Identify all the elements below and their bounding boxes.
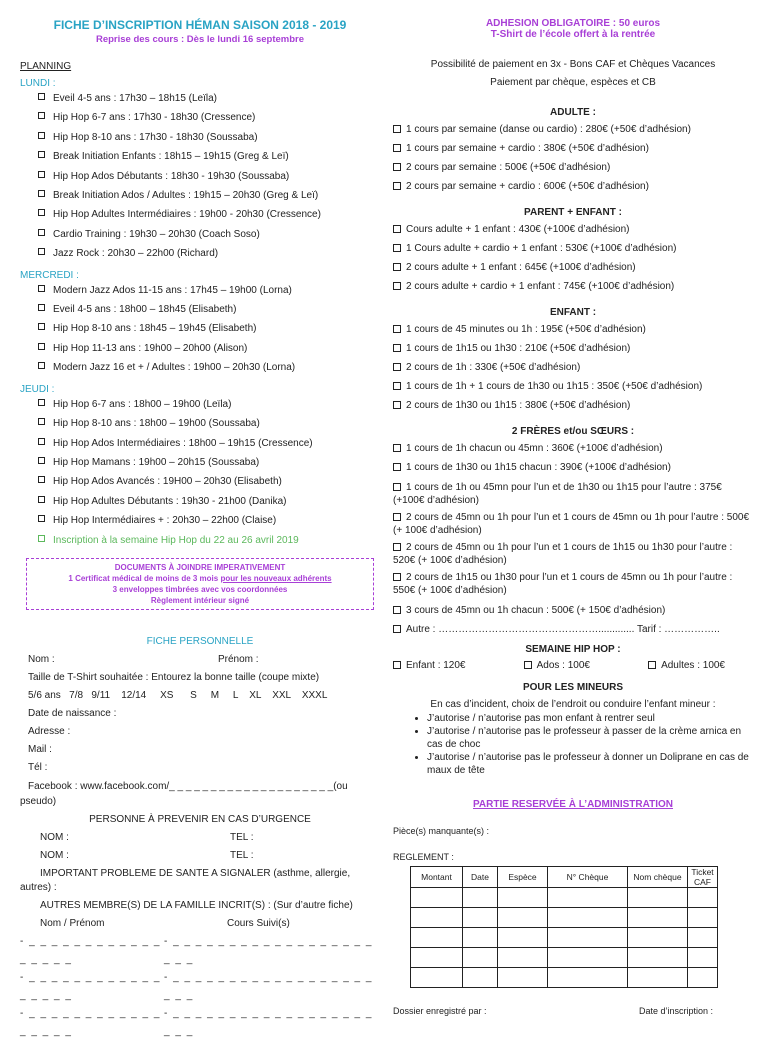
checkbox-icon[interactable] [648, 661, 656, 669]
hiphop-enfant-option[interactable] [393, 657, 466, 675]
family-header-row [40, 915, 380, 933]
family-name-blank-1[interactable]: - _ _ _ _ _ _ _ _ _ _ _ _ _ _ _ _ _ [20, 935, 161, 965]
urgence-heading: PERSONNE À PREVENIR EN CAS D’URGENCE [89, 813, 311, 825]
table-cell[interactable] [463, 908, 498, 928]
sante-field[interactable]: IMPORTANT PROBLEME DE SANTE A SIGNALER (asthme, allergie, autres) : [20, 867, 351, 893]
adulte-options [393, 120, 753, 196]
parent-enfant-heading: PARENT + ENFANT : [524, 207, 622, 218]
checkbox-icon[interactable] [38, 171, 45, 178]
table-cell[interactable] [498, 948, 548, 968]
course-item[interactable] [38, 434, 380, 453]
facebook-field[interactable]: Facebook : www.facebook.com/_ _ _ _ _ _ _ _ _ _ _ _ _ _ _ _ _ _ _ _(ou pseudo) [20, 780, 348, 807]
hiphop-ados-label: Ados : 100€ [536, 660, 590, 671]
checkbox-icon[interactable] [524, 661, 532, 669]
adhesion-line-2: T-Shirt de l’école offert à la rentrée [490, 29, 656, 40]
parent-option[interactable] [393, 220, 753, 239]
checkbox-icon[interactable] [393, 661, 401, 669]
table-cell[interactable] [411, 968, 463, 988]
course-item[interactable] [38, 414, 380, 433]
parent-option-label: 1 Cours adulte + cardio + 1 enfant : 530€ (+100€ d’adhésion) [406, 243, 677, 254]
checkbox-icon[interactable] [393, 401, 401, 409]
mail-field[interactable]: Mail : [28, 743, 52, 755]
enfant-options [393, 320, 753, 415]
checkbox-icon[interactable] [38, 304, 45, 311]
table-cell[interactable] [688, 908, 718, 928]
table-cell[interactable] [628, 948, 688, 968]
table-cell[interactable] [548, 948, 628, 968]
column-header: Ticket CAF [688, 867, 718, 888]
family-row-2 [20, 969, 380, 1005]
course-item[interactable] [38, 108, 380, 127]
family-name-blank-2[interactable]: - _ _ _ _ _ _ _ _ _ _ _ _ _ _ _ _ _ [20, 971, 161, 1001]
course-label: Hip Hop 8-10 ans : 18h00 – 19h00 (Soussaba) [53, 418, 260, 430]
urgence-nom-2[interactable]: NOM : [40, 849, 69, 861]
checkbox-icon[interactable] [393, 513, 401, 521]
planning-heading: PLANNING [20, 61, 72, 72]
course-label: Break Initiation Ados / Adultes : 19h15 – 20h30 (Greg & Leï) [53, 190, 319, 202]
course-item[interactable] [38, 128, 380, 147]
checkbox-icon[interactable] [393, 344, 401, 352]
checkbox-icon[interactable] [393, 163, 401, 171]
documents-line-3: Règlement intérieur signé [150, 595, 250, 605]
documents-title: DOCUMENTS À JOINDRE IMPERATIVEMENT [114, 562, 286, 572]
documents-line-1 [31, 573, 369, 584]
checkbox-icon[interactable] [393, 573, 401, 581]
mineurs-list [427, 712, 753, 777]
enfant-heading: ENFANT : [549, 307, 597, 318]
course-item[interactable] [38, 225, 380, 244]
table-cell[interactable] [411, 908, 463, 928]
course-label: Eveil 4-5 ans : 18h00 – 18h45 (Elisabeth) [53, 304, 237, 316]
freres-option[interactable] [393, 541, 753, 567]
table-cell[interactable] [498, 888, 548, 908]
jeudi-course-list [38, 395, 380, 550]
checkbox-icon[interactable] [393, 382, 401, 390]
table-cell[interactable] [463, 928, 498, 948]
freres-option-label: 2 cours de 1h15 ou 1h30 pour l’un et 1 cours de 45mn ou 1h pour l’autre : 550€ (+ 100€ d’adhésion) [393, 572, 733, 596]
adulte-option-label: 2 cours par semaine : 500€ (+50€ d’adhésion) [406, 162, 611, 173]
table-cell[interactable] [463, 888, 498, 908]
checkbox-icon[interactable] [393, 363, 401, 371]
adulte-option-label: 1 cours par semaine + cardio : 380€ (+50€ d’adhésion) [406, 143, 649, 154]
course-label: Hip Hop 8-10 ans : 18h45 – 19h45 (Elisabeth) [53, 323, 257, 335]
reglement-table-header [411, 867, 718, 888]
course-item[interactable] [38, 205, 380, 224]
table-row [411, 888, 718, 908]
freres-option-label: 2 cours de 45mn ou 1h pour l’un et 1 cours de 1h15 ou 1h30 pour l’autre : 520€ (+ 100€ d’adhésion) [393, 542, 733, 566]
course-item[interactable] [38, 319, 380, 338]
autre-option[interactable] [393, 620, 753, 639]
checkbox-icon[interactable] [38, 285, 45, 292]
checkbox-icon[interactable] [38, 496, 45, 503]
course-item[interactable] [38, 358, 380, 377]
freres-option-label: 1 cours de 1h chacun ou 45mn : 360€ (+100€ d’adhésion) [406, 443, 663, 454]
family-row-3 [20, 1005, 380, 1041]
hiphop-heading: SEMAINE HIP HOP : [525, 644, 621, 655]
checkbox-icon[interactable] [38, 209, 45, 216]
checkbox-icon[interactable] [38, 535, 45, 542]
course-label: Hip Hop Adultes Intermédiaires : 19h00 - 20h30 (Cressence) [53, 209, 321, 221]
checkbox-icon[interactable] [393, 144, 401, 152]
documents-box [26, 558, 374, 610]
checkbox-icon[interactable] [38, 248, 45, 255]
family-name-blank-3[interactable]: - _ _ _ _ _ _ _ _ _ _ _ _ _ _ _ _ _ [20, 1007, 161, 1037]
course-label: Hip Hop Adultes Débutants : 19h30 - 21h00 (Danika) [53, 495, 287, 507]
freres-options [393, 439, 753, 477]
hiphop-adultes-option[interactable] [648, 657, 725, 675]
course-label: Hip Hop 11-13 ans : 19h00 – 20h00 (Alison) [53, 342, 248, 354]
documents-line-1a: 1 Certificat médical de moins de 3 mois [68, 573, 221, 583]
course-label: Hip Hop Mamans : 19h00 – 20h15 (Soussaba) [53, 456, 260, 468]
family-row-1 [20, 933, 380, 969]
autre-option-label: Autre : …………………………………………............. Tarif : …………….. [406, 624, 720, 635]
urgence-nom-1[interactable]: NOM : [40, 831, 69, 843]
tel-field[interactable]: Tél : [28, 761, 48, 773]
parent-option[interactable] [393, 258, 753, 277]
freres-option-label: 1 cours de 1h ou 45mn pour l’un et de 1h30 ou 1h15 pour l’autre : 375€ (+100€ d’adhésion) [393, 482, 722, 506]
freres-option-label: 1 cours de 1h30 ou 1h15 chacun : 390€ (+100€ d’adhésion) [406, 462, 671, 473]
name-row [28, 651, 380, 669]
checkbox-icon[interactable] [38, 362, 45, 369]
adulte-option[interactable] [393, 177, 753, 196]
checkbox-icon[interactable] [38, 112, 45, 119]
adulte-heading: ADULTE : [550, 107, 596, 118]
fiche-title: FICHE PERSONNELLE [146, 635, 254, 647]
course-label: Jazz Rock : 20h30 – 22h00 (Richard) [53, 248, 219, 260]
table-cell[interactable] [628, 968, 688, 988]
checkbox-icon[interactable] [38, 515, 45, 522]
course-label: Hip Hop 6-7 ans : 18h00 – 19h00 (Leïla) [53, 398, 232, 410]
hiphop-options [393, 657, 753, 675]
table-cell[interactable] [548, 888, 628, 908]
parent-option-label: 2 cours adulte + cardio + 1 enfant : 745€ (+100€ d’adhésion) [406, 281, 675, 292]
date-inscription-label: Date d’inscription : [638, 1006, 713, 1016]
table-cell[interactable] [688, 948, 718, 968]
urgence-tel-2[interactable]: TEL : [230, 849, 254, 861]
enfant-option-label: 2 cours de 1h : 330€ (+50€ d’adhésion) [406, 362, 581, 373]
course-label: Hip Hop Ados Intermédiaires : 18h00 – 19h15 (Cressence) [53, 437, 313, 449]
checkbox-icon[interactable] [393, 606, 401, 614]
column-header: N° Chèque [548, 867, 628, 888]
enfant-option[interactable] [393, 377, 753, 396]
urgence-row-1 [40, 829, 380, 847]
course-label: Hip Hop Ados Débutants : 18h30 - 19h30 (Soussaba) [53, 170, 290, 182]
enfant-option[interactable] [393, 358, 753, 377]
freres-option-last[interactable] [393, 601, 753, 620]
course-label: Break Initiation Enfants : 18h15 – 19h15 (Greg & Leï) [53, 151, 289, 163]
checkbox-icon[interactable] [393, 244, 401, 252]
naissance-field[interactable]: Date de naissance : [28, 707, 117, 719]
checkbox-icon[interactable] [38, 132, 45, 139]
table-row [411, 968, 718, 988]
parent-option[interactable] [393, 277, 753, 296]
table-row [411, 908, 718, 928]
table-row [411, 928, 718, 948]
checkbox-icon[interactable] [38, 229, 45, 236]
enfant-option-label: 1 cours de 1h15 ou 1h30 : 210€ (+50€ d’adhésion) [406, 343, 631, 354]
day-jeudi: JEUDI : [20, 383, 55, 395]
course-label: Modern Jazz 16 et + / Adultes : 19h00 – 20h30 (Lorna) [53, 362, 296, 374]
mineurs-item[interactable]: • J’autorise / n’autorise pas le professeur à passer de la crème arnica en cas de choc [427, 725, 753, 751]
checkbox-icon[interactable] [393, 444, 401, 452]
checkbox-icon[interactable] [38, 93, 45, 100]
course-item[interactable] [38, 167, 380, 186]
checkbox-icon[interactable] [393, 463, 401, 471]
checkbox-icon[interactable] [393, 625, 401, 633]
checkbox-icon[interactable] [393, 325, 401, 333]
mineurs-heading: POUR LES MINEURS [522, 682, 623, 693]
table-cell[interactable] [548, 968, 628, 988]
table-cell[interactable] [411, 948, 463, 968]
freres-option[interactable] [393, 571, 753, 597]
mineurs-item[interactable]: • J’autorise / n’autorise pas mon enfant à rentrer seul [427, 712, 753, 725]
course-label: Hip Hop Intermédiaires + : 20h30 – 22h00 (Claise) [53, 515, 277, 527]
table-cell[interactable] [548, 928, 628, 948]
hiphop-ados-option[interactable] [524, 657, 590, 675]
page-title: FICHE D’INSCRIPTION HÉMAN SAISON 2018 - 2019 [53, 18, 347, 32]
course-item[interactable] [38, 395, 380, 414]
table-cell[interactable] [498, 928, 548, 948]
column-header: Nom chèque [628, 867, 688, 888]
hiphop-enfant-label: Enfant : 120€ [406, 660, 466, 671]
table-cell[interactable] [498, 908, 548, 928]
cours-suivis-label: Cours Suivi(s) [227, 917, 290, 929]
course-item[interactable] [38, 244, 380, 263]
freres-option-label: 2 cours de 45mn ou 1h pour l’un et 1 cours de 45mn ou 1h pour l’autre : 500€ (+ 100€ d’adhésion) [393, 512, 750, 536]
adulte-option-label: 2 cours par semaine + cardio : 600€ (+50€ d’adhésion) [406, 181, 649, 192]
parent-option-label: 2 cours adulte + 1 enfant : 645€ (+100€ d’adhésion) [406, 262, 636, 273]
course-item[interactable] [38, 147, 380, 166]
adulte-option[interactable] [393, 139, 753, 158]
course-item[interactable] [38, 186, 380, 205]
freres-option[interactable] [393, 481, 753, 507]
pieces-manquantes-label: Pièce(s) manquante(s) : [393, 826, 490, 836]
adulte-option[interactable] [393, 158, 753, 177]
tshirt-label: Taille de T-Shirt souhaitée : Entourez la bonne taille (coupe mixte) [28, 671, 320, 683]
payment-line-1: Possibilité de paiement en 3x - Bons CAF et Chèques Vacances [430, 59, 716, 70]
course-label: Eveil 4-5 ans : 17h30 – 18h15 (Leïla) [53, 93, 217, 104]
checkbox-icon[interactable] [393, 483, 401, 491]
course-label: Hip Hop Ados Avancés : 19H00 – 20h30 (Elisabeth) [53, 476, 282, 488]
checkbox-icon[interactable] [393, 225, 401, 233]
reglement-table [410, 866, 718, 988]
left-column [20, 18, 380, 1041]
checkbox-icon[interactable] [38, 457, 45, 464]
reglement-table-body [411, 888, 718, 988]
table-cell[interactable] [688, 968, 718, 988]
lundi-course-list [38, 89, 380, 264]
table-cell[interactable] [411, 928, 463, 948]
family-course-blank-1[interactable]: - _ _ _ _ _ _ _ _ _ _ _ _ _ _ _ _ _ _ _ _ _ [164, 935, 373, 965]
parent-option-label: Cours adulte + 1 enfant : 430€ (+100€ d’adhésion) [406, 224, 630, 235]
table-cell[interactable] [463, 948, 498, 968]
checkbox-icon[interactable] [393, 263, 401, 271]
reglement-label: REGLEMENT : [393, 852, 454, 862]
course-item[interactable] [38, 472, 380, 491]
adulte-option-label: 1 cours par semaine (danse ou cardio) : 280€ (+50€ d’adhésion) [406, 124, 691, 135]
tshirt-sizes[interactable]: 5/6 ans 7/8 9/11 12/14 XS S M L XL XXL XXXL [28, 689, 328, 701]
parent-enfant-options [393, 220, 753, 296]
table-cell[interactable] [498, 968, 548, 988]
checkbox-icon[interactable] [38, 399, 45, 406]
course-label: Hip Hop 6-7 ans : 17h30 - 18h30 (Cressence) [53, 112, 256, 124]
course-item[interactable] [38, 300, 380, 319]
freres-option[interactable] [393, 511, 753, 537]
freres-heading: 2 FRÈRES et/ou SŒURS : [511, 426, 635, 437]
enfant-option[interactable] [393, 320, 753, 339]
checkbox-icon[interactable] [38, 438, 45, 445]
course-item[interactable] [38, 89, 380, 108]
freres-option-last-label: 3 cours de 45mn ou 1h chacun : 500€ (+ 150€ d’adhésion) [406, 605, 666, 616]
enfant-option[interactable] [393, 339, 753, 358]
mineurs-item[interactable]: • J’autorise / n’autorise pas le professeur à donner un Doliprane en cas de maux de tête [427, 751, 753, 777]
nom-prenom-label: Nom / Prénom [40, 917, 105, 929]
family-course-blank-2[interactable]: - _ _ _ _ _ _ _ _ _ _ _ _ _ _ _ _ _ _ _ _ _ [164, 971, 373, 1001]
course-item[interactable] [38, 453, 380, 472]
admin-heading: PARTIE RESERVÉE À L’ADMINISTRATION [472, 799, 674, 810]
checkbox-icon[interactable] [393, 182, 401, 190]
table-cell[interactable] [628, 908, 688, 928]
table-cell[interactable] [548, 908, 628, 928]
dossier-label: Dossier enregistré par : [393, 1006, 487, 1016]
enfant-option-label: 1 cours de 45 minutes ou 1h : 195€ (+50€ d’adhésion) [406, 324, 646, 335]
checkbox-icon[interactable] [38, 151, 45, 158]
course-item[interactable] [38, 281, 380, 300]
course-item[interactable] [38, 511, 380, 530]
course-label: Cardio Training : 19h30 – 20h30 (Coach Soso) [53, 228, 260, 240]
urgence-row-2 [40, 847, 380, 865]
table-row [411, 948, 718, 968]
semaine-hiphop-label: Inscription à la semaine Hip Hop du 22 au 26 avril 2019 [53, 534, 299, 546]
urgence-tel-1[interactable]: TEL : [230, 831, 254, 843]
adulte-option[interactable] [393, 120, 753, 139]
enfant-option-label: 1 cours de 1h + 1 cours de 1h30 ou 1h15 : 350€ (+50€ d’adhésion) [406, 381, 703, 392]
day-lundi: LUNDI : [20, 78, 56, 89]
table-cell[interactable] [411, 888, 463, 908]
table-cell[interactable] [628, 888, 688, 908]
table-cell[interactable] [688, 888, 718, 908]
admin-footer [393, 1006, 753, 1016]
page-subtitle: Reprise des cours : Dès le lundi 16 septembre [95, 34, 305, 45]
nom-field[interactable]: Nom : [28, 653, 55, 665]
semaine-hiphop-item[interactable] [38, 531, 380, 550]
course-item[interactable] [38, 339, 380, 358]
day-mercredi: MERCREDI : [20, 269, 79, 281]
checkbox-icon[interactable] [393, 282, 401, 290]
checkbox-icon[interactable] [38, 343, 45, 350]
adhesion-line-1: ADHESION OBLIGATOIRE : 50 euros [485, 18, 661, 29]
checkbox-icon[interactable] [38, 323, 45, 330]
documents-line-2: 3 enveloppes timbrées avec vos coordonnées [112, 584, 288, 594]
family-course-blank-3[interactable]: - _ _ _ _ _ _ _ _ _ _ _ _ _ _ _ _ _ _ _ _ _ [164, 1007, 373, 1037]
enfant-option[interactable] [393, 396, 753, 415]
mercredi-course-list [38, 281, 380, 378]
course-item[interactable] [38, 492, 380, 511]
table-cell[interactable] [628, 928, 688, 948]
right-column [393, 18, 753, 1016]
parent-option[interactable] [393, 239, 753, 258]
checkbox-icon[interactable] [393, 543, 401, 551]
course-label: Hip Hop 8-10 ans : 17h30 - 18h30 (Soussaba) [53, 131, 258, 143]
freres-long-options [393, 481, 753, 597]
enfant-option-label: 2 cours de 1h30 ou 1h15 : 380€ (+50€ d’adhésion) [406, 400, 631, 411]
table-cell[interactable] [463, 968, 498, 988]
column-header: Date [463, 867, 498, 888]
mineurs-intro: En cas d’incident, choix de l’endroit ou conduire l’enfant mineur : [430, 699, 716, 710]
payment-line-2: Paiement par chèque, espèces et CB [490, 77, 656, 88]
documents-line-1b: pour les nouveaux adhérents [220, 573, 332, 583]
checkbox-icon[interactable] [38, 418, 45, 425]
column-header: Montant [411, 867, 463, 888]
autres-membres-label: AUTRES MEMBRE(S) DE LA FAMILLE INCRIT(S) : (Sur d’autre fiche) [40, 899, 353, 911]
freres-option[interactable] [393, 439, 753, 458]
prenom-field[interactable]: Prénom : [218, 653, 259, 665]
checkbox-icon[interactable] [38, 476, 45, 483]
adresse-field[interactable]: Adresse : [28, 725, 71, 737]
freres-option[interactable] [393, 458, 753, 477]
checkbox-icon[interactable] [38, 190, 45, 197]
checkbox-icon[interactable] [393, 125, 401, 133]
course-label: Modern Jazz Ados 11-15 ans : 17h45 – 19h00 (Lorna) [53, 284, 292, 296]
table-cell[interactable] [688, 928, 718, 948]
column-header: Espèce [498, 867, 548, 888]
hiphop-adultes-label: Adultes : 100€ [661, 660, 725, 671]
